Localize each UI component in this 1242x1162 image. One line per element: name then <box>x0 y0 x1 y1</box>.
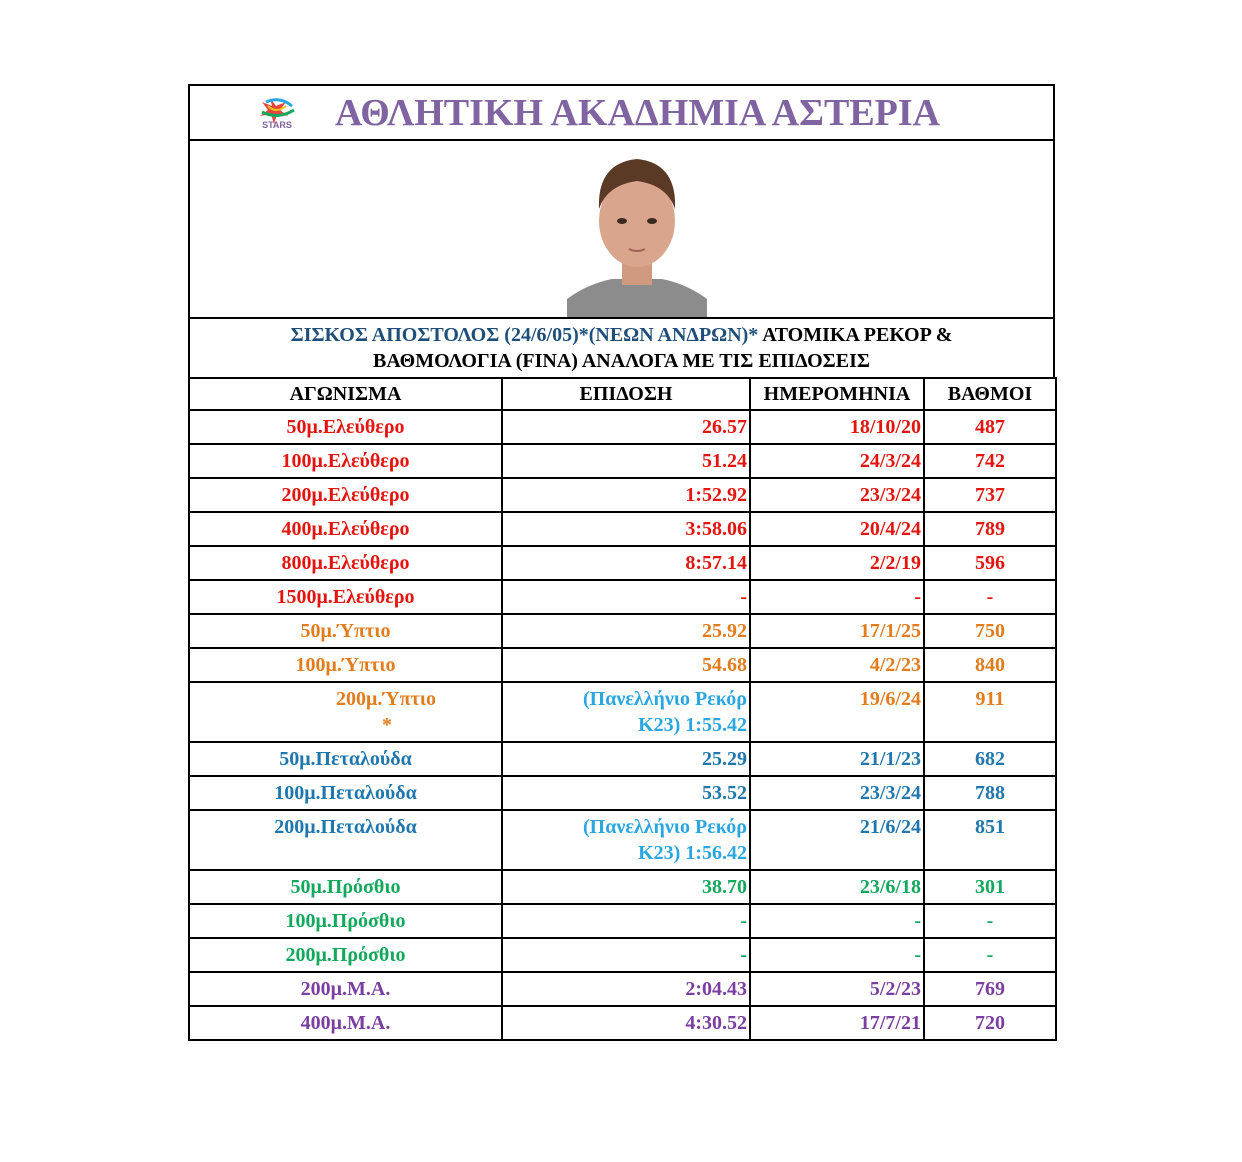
records-document <box>188 84 1055 1041</box>
date-cell: 4/2/23 <box>750 648 924 682</box>
time-value: 1:55.42 <box>685 714 747 736</box>
svg-text:STARS: STARS <box>262 120 292 130</box>
date-cell: 18/10/20 <box>750 410 924 444</box>
event-cell: 1500μ.Ελεύθερο <box>189 580 502 614</box>
points-cell: 742 <box>924 444 1056 478</box>
time-cell <box>502 810 750 870</box>
table-row <box>189 512 1056 546</box>
table-row <box>189 1006 1056 1040</box>
time-cell: 4:30.52 <box>502 1006 750 1040</box>
date-cell: 24/3/24 <box>750 444 924 478</box>
header <box>188 84 1055 139</box>
date-cell: 23/3/24 <box>750 478 924 512</box>
time-cell: - <box>502 904 750 938</box>
event-cell: 50μ.Πρόσθιο <box>189 870 502 904</box>
table-row <box>189 938 1056 972</box>
record-note: (Πανελλήνιο Ρεκόρ <box>583 688 747 710</box>
table-row <box>189 546 1056 580</box>
column-header-time: ΕΠΙΔΟΣΗ <box>502 378 750 410</box>
event-cell: 400μ.Μ.Α. <box>189 1006 502 1040</box>
time-cell: 8:57.14 <box>502 546 750 580</box>
photo-row <box>188 139 1055 317</box>
table-row <box>189 810 1056 870</box>
event-cell: 100μ.Πρόσθιο <box>189 904 502 938</box>
time-cell: 3:58.06 <box>502 512 750 546</box>
date-cell: 21/6/24 <box>750 810 924 870</box>
subtitle-text: ΑΤΟΜΙΚΑ ΡΕΚΟΡ & <box>758 324 953 346</box>
date-cell: 21/1/23 <box>750 742 924 776</box>
record-note: (Πανελλήνιο Ρεκόρ <box>583 816 747 838</box>
points-cell: - <box>924 938 1056 972</box>
event-cell: 200μ.Ελεύθερο <box>189 478 502 512</box>
event-note: * <box>382 714 392 736</box>
points-cell: 788 <box>924 776 1056 810</box>
time-cell: 25.92 <box>502 614 750 648</box>
event-cell: 50μ.Ύπτιο <box>189 614 502 648</box>
date-cell: - <box>750 904 924 938</box>
date-cell: 2/2/19 <box>750 546 924 580</box>
points-cell: 487 <box>924 410 1056 444</box>
date-cell: 5/2/23 <box>750 972 924 1006</box>
time-cell: 1:52.92 <box>502 478 750 512</box>
date-cell: - <box>750 938 924 972</box>
date-cell: 17/1/25 <box>750 614 924 648</box>
time-cell: 38.70 <box>502 870 750 904</box>
athlete-subtitle <box>188 317 1055 377</box>
athlete-photo <box>567 149 707 317</box>
table-row <box>189 776 1056 810</box>
table-row <box>189 478 1056 512</box>
table-row <box>189 870 1056 904</box>
stars-logo-icon <box>240 94 314 130</box>
record-note-2: Κ23) <box>638 714 681 736</box>
time-cell <box>502 682 750 742</box>
column-header-event: ΑΓΩΝΙΣΜΑ <box>189 378 502 410</box>
table-row <box>189 444 1056 478</box>
points-cell: 301 <box>924 870 1056 904</box>
time-cell: 54.68 <box>502 648 750 682</box>
points-cell: 596 <box>924 546 1056 580</box>
column-header-date: ΗΜΕΡΟΜΗΝΙΑ <box>750 378 924 410</box>
time-cell: 51.24 <box>502 444 750 478</box>
event-cell: 100μ.Ύπτιο <box>189 648 502 682</box>
points-cell: 750 <box>924 614 1056 648</box>
points-cell: 840 <box>924 648 1056 682</box>
subtitle-line2: ΒΑΘΜΟΛΟΓΙΑ (FINA) ΑΝΑΛΟΓΑ ΜΕ ΤΙΣ ΕΠΙΔΟΣΕΙΣ <box>373 350 870 372</box>
table-row <box>189 682 1056 742</box>
time-cell: - <box>502 580 750 614</box>
event-cell: 100μ.Ελεύθερο <box>189 444 502 478</box>
athlete-name: ΣΙΣΚΟΣ ΑΠΟΣΤΟΛΟΣ (24/6/05)*(ΝΕΩΝ ΑΝΔΡΩΝ)* <box>290 324 759 346</box>
page-title: ΑΘΛΗΤΙΚΗ ΑΚΑΔΗΜΙΑ ΑΣΤΕΡΙΑ <box>335 92 941 134</box>
records-table <box>188 377 1057 1041</box>
event-cell: 50μ.Πεταλούδα <box>189 742 502 776</box>
event-cell: 100μ.Πεταλούδα <box>189 776 502 810</box>
event-cell <box>189 682 502 742</box>
time-cell: 25.29 <box>502 742 750 776</box>
points-cell: 720 <box>924 1006 1056 1040</box>
event-name: 200μ.Ύπτιο <box>336 688 437 710</box>
table-row <box>189 972 1056 1006</box>
points-cell: 789 <box>924 512 1056 546</box>
event-cell: 200μ.Μ.Α. <box>189 972 502 1006</box>
points-cell: 737 <box>924 478 1056 512</box>
date-cell: 23/3/24 <box>750 776 924 810</box>
event-cell: 50μ.Ελεύθερο <box>189 410 502 444</box>
date-cell: 20/4/24 <box>750 512 924 546</box>
table-row <box>189 648 1056 682</box>
event-cell: 200μ.Πεταλούδα <box>189 810 502 870</box>
table-row <box>189 614 1056 648</box>
points-cell: - <box>924 580 1056 614</box>
date-cell: 17/7/21 <box>750 1006 924 1040</box>
time-cell: 26.57 <box>502 410 750 444</box>
points-cell: - <box>924 904 1056 938</box>
points-cell: 911 <box>924 682 1056 742</box>
column-header-points: ΒΑΘΜΟΙ <box>924 378 1056 410</box>
table-row <box>189 580 1056 614</box>
event-cell: 800μ.Ελεύθερο <box>189 546 502 580</box>
table-row <box>189 904 1056 938</box>
points-cell: 682 <box>924 742 1056 776</box>
event-cell: 200μ.Πρόσθιο <box>189 938 502 972</box>
table-row <box>189 410 1056 444</box>
table-row <box>189 742 1056 776</box>
date-cell: 23/6/18 <box>750 870 924 904</box>
record-note-2: Κ23) <box>638 842 681 864</box>
event-cell: 400μ.Ελεύθερο <box>189 512 502 546</box>
points-cell: 851 <box>924 810 1056 870</box>
points-cell: 769 <box>924 972 1056 1006</box>
time-cell: 2:04.43 <box>502 972 750 1006</box>
time-cell: 53.52 <box>502 776 750 810</box>
time-value: 1:56.42 <box>685 842 747 864</box>
table-header-row <box>189 378 1056 410</box>
date-cell: - <box>750 580 924 614</box>
time-cell: - <box>502 938 750 972</box>
date-cell: 19/6/24 <box>750 682 924 742</box>
